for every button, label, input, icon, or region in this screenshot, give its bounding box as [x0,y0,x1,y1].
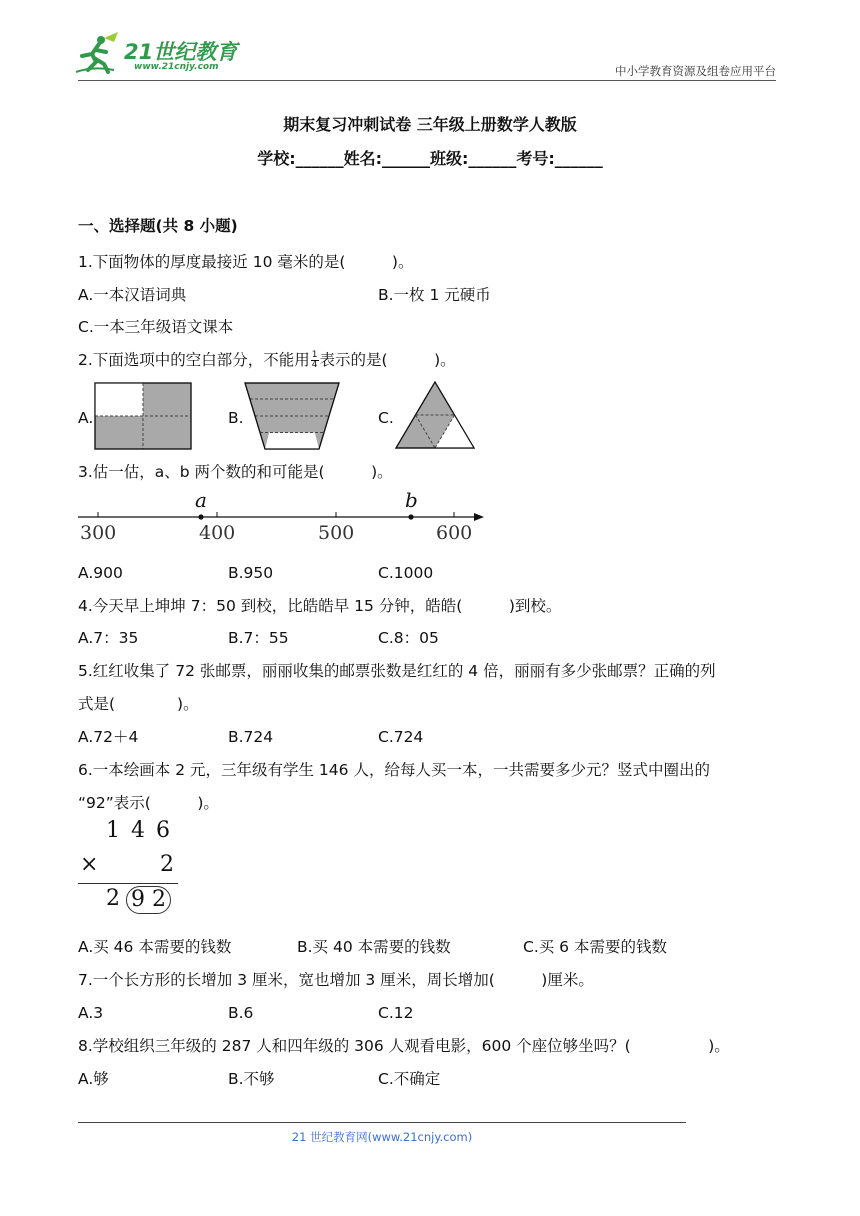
question-4: 4.今天早上坤坤 7：50 到校，比皓皓早 15 分钟，皓皓( )到校。 [78,597,562,615]
vertical-result-lead: 2 [106,886,120,911]
vertical-multiplier: 2 [160,852,174,877]
question-8: 8.学校组织三年级的 287 人和四年级的 306 人观看电影，600 个座位够坐吗？( )。 [78,1037,730,1055]
number-line-axis [78,486,498,550]
q4-option-b[interactable]: B.7：55 [228,629,289,647]
q1-option-a[interactable]: A.一本汉语词典 [78,286,187,304]
vertical-result-circled: 9 2 [126,886,171,914]
q3-option-c[interactable]: C.1000 [378,564,434,582]
q2-option-c[interactable]: C. [378,409,394,427]
q2-option-a[interactable]: A. [78,409,94,427]
q7-option-c[interactable]: C.12 [378,1004,414,1022]
q2-text-after: 表示的是( )。 [319,351,456,369]
fraction-one-quarter [311,351,319,370]
runner-logo-icon [74,30,126,76]
q7-option-b[interactable]: B.6 [228,1004,254,1022]
q5-option-c[interactable]: C.724 [378,728,424,746]
vertical-times: × [80,852,99,877]
vertical-multiplication [78,816,188,920]
frac-num: 1 [311,350,318,360]
platform-label: 中小学教育资源及组卷应用平台 [615,64,776,78]
tick-label-600: 600 [436,522,473,544]
q1-option-c[interactable]: C.一本三年级语文课本 [78,318,234,336]
question-6-line1: 6.一本绘画本 2 元，三年级有学生 146 人，给每人买一本，一共需要多少元？竖式中圈出的 [78,761,710,779]
q7-option-a[interactable]: A.3 [78,1004,104,1022]
question-1: 1.下面物体的厚度最接近 10 毫米的是( )。 [78,253,414,271]
question-3: 3.估一估，a、b 两个数的和可能是( )。 [78,463,393,481]
footer-link[interactable]: 21 世纪教育网(www.21cnjy.com) [291,1130,473,1144]
q4-option-c[interactable]: C.8：05 [378,629,439,647]
triangle-figure [394,380,476,450]
question-6-line2: “92”表示( )。 [78,794,219,812]
footer-rule [78,1122,686,1123]
rectangle-figure [94,382,192,450]
vertical-rule [78,883,178,884]
tick-label-400: 400 [199,522,236,544]
q8-option-b[interactable]: B.不够 [228,1070,275,1088]
q2-option-b[interactable]: B. [228,409,244,427]
q6-option-b[interactable]: B.买 40 本需要的钱数 [297,938,451,956]
tick-label-300: 300 [80,522,117,544]
logo [74,30,254,78]
point-a-dot [198,514,203,519]
vertical-row1: 1 4 6 [106,818,172,843]
q3-option-a[interactable]: A.900 [78,564,123,582]
tick-label-500: 500 [318,522,355,544]
point-a-label: a [195,488,207,512]
q2-text-before: 2.下面选项中的空白部分，不能用 [78,351,310,369]
question-7: 7.一个长方形的长增加 3 厘米，宽也增加 3 厘米，周长增加( )厘米。 [78,971,594,989]
logo-url: www.21cnjy.com [134,62,219,72]
q5-option-a[interactable]: A.72＋4 [78,728,139,746]
q8-option-c[interactable]: C.不确定 [378,1070,441,1088]
trapezoid-figure [244,382,340,450]
exam-title: 期末复习冲刺试卷 三年级上册数学人教版 [283,115,577,134]
q8-option-a[interactable]: A.够 [78,1070,109,1088]
q6-option-c[interactable]: C.买 6 本需要的钱数 [523,938,667,956]
question-5-line1: 5.红红收集了 72 张邮票，丽丽收集的邮票张数是红红的 4 倍，丽丽有多少张邮票？正确的列 [78,662,716,680]
q3-option-b[interactable]: B.950 [228,564,274,582]
exam-info-line: 学校:______姓名:______班级:______考号:______ [257,149,603,168]
q6-option-a[interactable]: A.买 46 本需要的钱数 [78,938,232,956]
q1-option-b[interactable]: B.一枚 1 元硬币 [378,286,491,304]
point-b-label: b [405,488,418,512]
point-b-dot [408,514,413,519]
question-2 [78,350,456,370]
header-rule [78,80,776,81]
logo-brand: 21世纪教育 [124,40,238,64]
section-heading: 一、选择题(共 8 小题) [78,217,238,235]
question-5-line2: 式是( )。 [78,695,199,713]
number-line [78,486,498,550]
q5-option-b[interactable]: B.724 [228,728,274,746]
q4-option-a[interactable]: A.7：35 [78,629,139,647]
frac-den: 4 [311,360,318,370]
